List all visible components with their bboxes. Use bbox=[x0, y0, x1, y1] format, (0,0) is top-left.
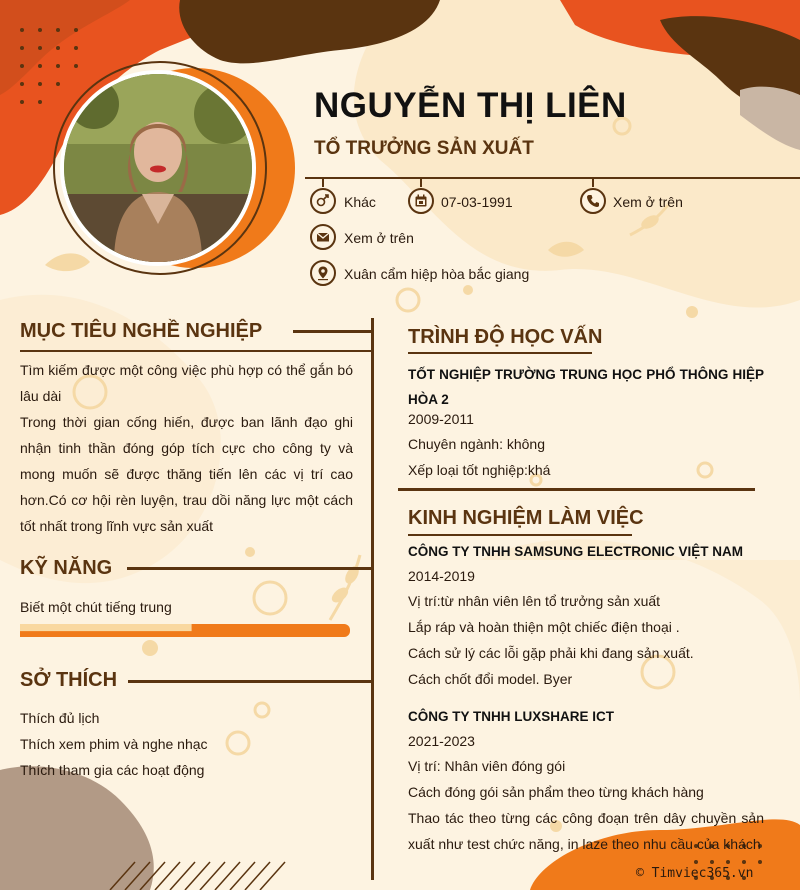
objective-paragraph: Tìm kiếm được một công việc phù hợp có thể gắn bó lâu dài bbox=[20, 362, 353, 404]
email-icon bbox=[310, 224, 336, 250]
email-value: Xem ở trên bbox=[344, 230, 414, 246]
divider-tick bbox=[322, 177, 324, 187]
hobby-item: Thích xem phim và nghe nhạc bbox=[20, 736, 208, 752]
hobby-item: Thích đủ lịch bbox=[20, 710, 100, 726]
education-underline bbox=[408, 352, 592, 354]
job-detail: Lắp ráp và hoàn thiện một chiếc điện thoại . bbox=[408, 619, 680, 635]
job-detail: Cách đóng gói sản phẩm theo từng khách hàng bbox=[408, 784, 704, 800]
education-divider bbox=[398, 488, 755, 491]
skill-level-track bbox=[20, 624, 350, 637]
skill-level-fill bbox=[20, 624, 350, 637]
job-detail: Cách sử lý các lỗi gặp phải khi đang sản xuất. bbox=[408, 645, 694, 661]
gender-icon bbox=[310, 188, 336, 214]
candidate-name: NGUYỄN THỊ LIÊN bbox=[314, 86, 627, 125]
divider-tick bbox=[592, 177, 594, 187]
objective-rule bbox=[293, 330, 373, 333]
job-detail-paragraph: Thao tác theo từng các công đoạn trên dây chuyền sản xuất như test chức năng, in laze theo nhu cầu của khách bbox=[408, 810, 764, 852]
education-major: Chuyên ngành: không bbox=[408, 436, 545, 452]
experience-underline bbox=[408, 534, 632, 536]
education-heading: TRÌNH ĐỘ HỌC VẤN bbox=[408, 326, 603, 348]
gender-value: Khác bbox=[344, 194, 376, 210]
header-divider bbox=[305, 177, 800, 179]
education-rank: Xếp loại tốt nghiệp:khá bbox=[408, 462, 551, 478]
watermark: © Timviec365.vn bbox=[636, 866, 754, 881]
location-icon bbox=[310, 260, 336, 286]
education-period: 2009-2011 bbox=[408, 411, 474, 427]
hobby-item: Thích tham gia các hoạt động bbox=[20, 762, 205, 778]
objective-paragraph: Trong thời gian cống hiến, được ban lãnh đạo ghi nhận tinh thần đóng góp tích cực cho công ty và mong muốn sẽ được thăng tiến lên các vị trí cao hơn.Có cơ hội rèn luyện, trau dồi năng lực một cách tốt nhất trong lĩnh vực sản xuất bbox=[20, 414, 353, 534]
job-detail: Vị trí:từ nhân viên lên tổ trưởng sản xuất bbox=[408, 593, 661, 609]
address-value: Xuân cẩm hiệp hòa bắc giang bbox=[344, 266, 530, 282]
divider-tick bbox=[420, 177, 422, 187]
phone-value: Xem ở trên bbox=[613, 194, 683, 210]
birthday-value: 07-03-1991 bbox=[441, 194, 513, 210]
profile-photo bbox=[60, 70, 256, 266]
hobbies-rule bbox=[128, 680, 373, 683]
job-detail: Cách chốt đổi model. Byer bbox=[408, 671, 573, 687]
skills-heading: KỸ NĂNG bbox=[20, 557, 113, 579]
company-name: CÔNG TY TNHH LUXSHARE ICT bbox=[408, 709, 615, 724]
calendar-icon bbox=[408, 188, 434, 214]
column-divider bbox=[371, 318, 374, 880]
job-period: 2014-2019 bbox=[408, 568, 475, 584]
job-detail: Vị trí: Nhân viên đóng gói bbox=[408, 758, 566, 774]
skill-item: Biết một chút tiếng trung bbox=[20, 599, 172, 615]
phone-icon bbox=[580, 188, 606, 214]
skills-rule bbox=[127, 567, 373, 570]
objective-underline bbox=[20, 350, 372, 352]
job-period: 2021-2023 bbox=[408, 733, 475, 749]
company-name: CÔNG TY TNHH SAMSUNG ELECTRONIC VIỆT NAM bbox=[408, 544, 744, 559]
experience-heading: KINH NGHIỆM LÀM VIỆC bbox=[408, 507, 644, 529]
job-title: TỔ TRƯỞNG SẢN XUẤT bbox=[314, 138, 534, 159]
education-school: TỐT NGHIỆP TRƯỜNG TRUNG HỌC PHỔ THÔNG HIỆP HÒA 2 bbox=[408, 367, 764, 407]
objective-heading: MỤC TIÊU NGHỀ NGHIỆP bbox=[20, 320, 263, 342]
hobbies-heading: SỞ THÍCH bbox=[20, 669, 118, 691]
